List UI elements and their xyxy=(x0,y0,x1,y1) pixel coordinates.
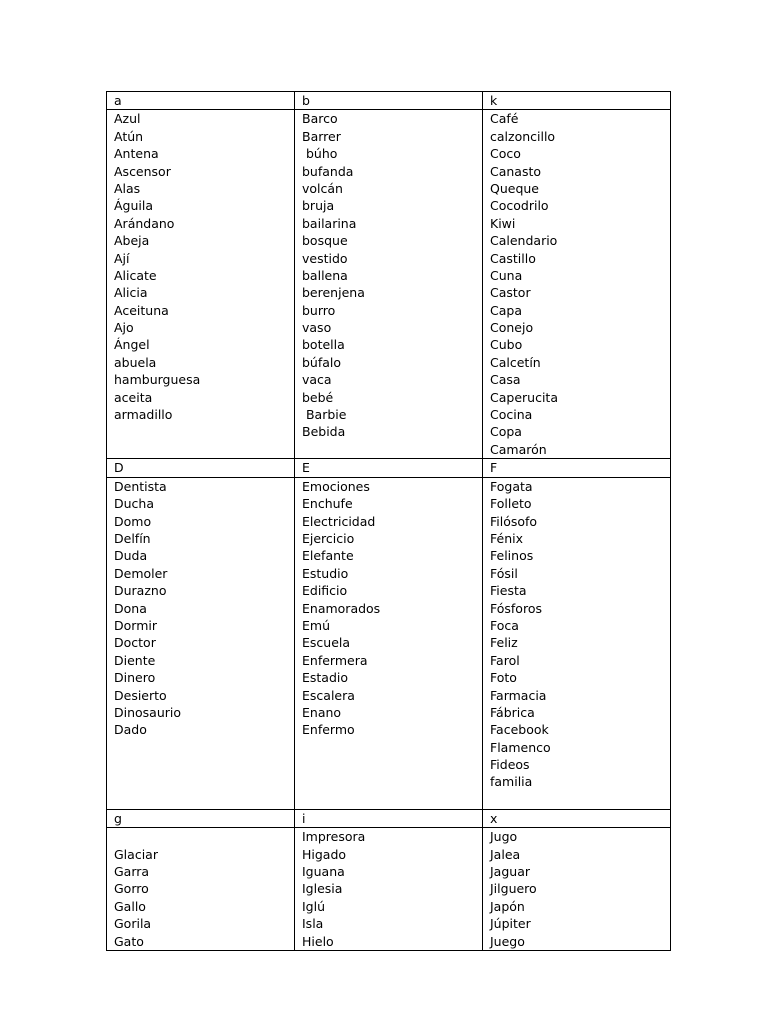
word-item: Camarón xyxy=(490,441,547,457)
header-cell: g xyxy=(107,809,295,827)
word-item: Duda xyxy=(114,548,148,564)
word-item: Coco xyxy=(490,146,521,162)
word-item: Iglú xyxy=(302,898,326,914)
word-item: Enfermera xyxy=(302,652,368,668)
word-item: Juego xyxy=(490,933,525,949)
table-header-row xyxy=(107,92,671,110)
word-item: Gato xyxy=(114,933,144,949)
word-item: Dinero xyxy=(114,670,156,686)
word-list-cell xyxy=(107,110,295,459)
word-item: búfalo xyxy=(302,354,342,370)
word-table xyxy=(106,91,671,951)
word-item: Dormir xyxy=(114,617,157,633)
header-cell: b xyxy=(295,92,483,110)
word-item: Electricidad xyxy=(302,513,376,529)
word-item: Fogata xyxy=(490,478,533,494)
word-item xyxy=(114,828,294,845)
word-item: Antena xyxy=(114,146,159,162)
word-item: Glaciar xyxy=(114,846,158,862)
word-item: Alicia xyxy=(114,285,148,301)
word-item: Cocina xyxy=(490,407,533,423)
word-item: bosque xyxy=(302,233,348,249)
header-cell: D xyxy=(107,459,295,477)
word-list-cell xyxy=(107,477,295,809)
word-item: Ascensor xyxy=(114,163,171,179)
word-item: búho xyxy=(302,146,338,162)
word-item: Hielo xyxy=(302,933,334,949)
word-item: Cubo xyxy=(490,337,523,353)
word-item: Cuna xyxy=(490,267,523,283)
word-list-cell xyxy=(483,110,671,459)
word-item: Ejercicio xyxy=(302,530,355,546)
word-item: Facebook xyxy=(490,722,549,738)
word-item: Atún xyxy=(114,128,144,144)
word-item: Calendario xyxy=(490,233,558,249)
header-cell: k xyxy=(483,92,671,110)
word-item: hamburguesa xyxy=(114,372,201,388)
table-header-row xyxy=(107,809,671,827)
word-item: calzoncillo xyxy=(490,128,556,144)
word-item: Folleto xyxy=(490,496,532,512)
word-item: volcán xyxy=(302,180,343,196)
word-item: Dinosaurio xyxy=(114,704,182,720)
word-item: Copa xyxy=(490,424,522,440)
word-item: Castor xyxy=(490,285,531,301)
word-item: Garra xyxy=(114,864,150,879)
word-item: Ducha xyxy=(114,496,155,512)
word-item: Fábrica xyxy=(490,704,535,720)
word-item: Jugo xyxy=(490,829,518,845)
word-item: Enano xyxy=(302,704,342,720)
word-item: Iglesia xyxy=(302,881,343,897)
word-item: Gorila xyxy=(114,916,152,932)
word-item: Barco xyxy=(302,111,338,127)
word-item: aceita xyxy=(114,389,153,405)
word-item: Felinos xyxy=(490,548,534,564)
word-item: Alicate xyxy=(114,267,157,283)
word-item: Dentista xyxy=(114,478,167,494)
word-item: Feliz xyxy=(490,635,518,651)
word-item: Fideos xyxy=(490,757,530,773)
word-item: Arándano xyxy=(114,215,175,231)
word-item: Fénix xyxy=(490,530,523,546)
header-cell: i xyxy=(295,809,483,827)
word-list-cell xyxy=(295,828,483,951)
word-item: Águila xyxy=(114,198,154,214)
word-item: Alas xyxy=(114,180,141,196)
word-item: Iguana xyxy=(302,864,345,879)
word-item: Farol xyxy=(490,652,520,668)
word-item: Fósforos xyxy=(490,600,542,616)
word-item: Bebida xyxy=(302,424,346,440)
word-item: bufanda xyxy=(302,163,354,179)
word-item: Dona xyxy=(114,600,147,616)
word-item: vaso xyxy=(302,320,332,336)
word-item: Júpiter xyxy=(490,916,531,932)
word-item: Kiwi xyxy=(490,215,516,231)
header-cell: E xyxy=(295,459,483,477)
word-item: Enfermo xyxy=(302,722,355,738)
word-item: burro xyxy=(302,302,336,318)
word-item: Ají xyxy=(114,250,130,266)
word-list-cell xyxy=(483,477,671,809)
word-item: Escalera xyxy=(302,687,355,703)
word-item: Diente xyxy=(114,652,156,668)
word-item: Jalea xyxy=(490,846,521,862)
word-item: Barrer xyxy=(302,128,341,144)
word-list-cell xyxy=(295,110,483,459)
header-cell: a xyxy=(107,92,295,110)
word-item: Delfín xyxy=(114,530,151,546)
word-item: Casa xyxy=(490,372,521,388)
word-item: Elefante xyxy=(302,548,354,564)
word-item: ballena xyxy=(302,267,348,283)
word-item: botella xyxy=(302,337,345,353)
word-item: Fósil xyxy=(490,565,518,581)
document-page xyxy=(106,91,670,951)
word-item: Gorro xyxy=(114,881,149,897)
word-item: Ajo xyxy=(114,320,134,336)
word-item: Domo xyxy=(114,513,152,529)
table-row xyxy=(107,828,671,951)
word-item: Dado xyxy=(114,722,147,738)
table-header-row xyxy=(107,459,671,477)
word-item: Caperucita xyxy=(490,389,558,405)
word-item: bebé xyxy=(302,389,334,405)
table-row xyxy=(107,477,671,809)
word-item: Aceituna xyxy=(114,302,169,318)
word-item: Enchufe xyxy=(302,496,353,512)
word-item: Jilguero xyxy=(490,881,537,897)
word-item: Estadio xyxy=(302,670,349,686)
table-row xyxy=(107,110,671,459)
word-item: berenjena xyxy=(302,285,365,301)
word-item: Emociones xyxy=(302,478,370,494)
word-item: Japón xyxy=(490,898,525,914)
word-item: Ángel xyxy=(114,337,150,353)
word-item: Isla xyxy=(302,916,324,932)
word-item: Cocodrilo xyxy=(490,198,549,214)
word-item: bailarina xyxy=(302,215,357,231)
word-item: Gallo xyxy=(114,898,146,914)
word-list-cell xyxy=(483,828,671,951)
word-item: Jaguar xyxy=(490,864,531,879)
word-item: Conejo xyxy=(490,320,534,336)
word-item: Higado xyxy=(302,846,347,862)
word-item: bruja xyxy=(302,198,335,214)
word-item: Enamorados xyxy=(302,600,381,616)
word-item: Demoler xyxy=(114,565,168,581)
word-item: Escuela xyxy=(302,635,351,651)
word-item: Filósofo xyxy=(490,513,538,529)
word-item: Impresora xyxy=(302,829,366,845)
word-item: Desierto xyxy=(114,687,167,703)
word-item: Estudio xyxy=(302,565,349,581)
word-item: abuela xyxy=(114,354,157,370)
word-item: Foto xyxy=(490,670,517,686)
word-item: Emú xyxy=(302,617,330,633)
word-item: armadillo xyxy=(114,407,173,423)
word-item: familia xyxy=(490,774,533,790)
word-item: Farmacia xyxy=(490,687,547,703)
word-item: Foca xyxy=(490,617,519,633)
word-item: Durazno xyxy=(114,583,167,599)
word-item: Edificio xyxy=(302,583,348,599)
word-item: vestido xyxy=(302,250,348,266)
word-item: Abeja xyxy=(114,233,150,249)
word-item: Café xyxy=(490,111,519,127)
word-item: Barbie xyxy=(302,407,347,423)
header-cell: x xyxy=(483,809,671,827)
header-cell: F xyxy=(483,459,671,477)
word-item: Queque xyxy=(490,180,539,196)
word-list-cell xyxy=(295,477,483,809)
word-item: vaca xyxy=(302,372,332,388)
word-list-cell xyxy=(107,828,295,951)
word-item: Azul xyxy=(114,111,141,127)
word-item: Fiesta xyxy=(490,583,527,599)
word-item: Flamenco xyxy=(490,739,551,755)
word-item: Calcetín xyxy=(490,354,541,370)
word-item: Canasto xyxy=(490,163,542,179)
word-item: Doctor xyxy=(114,635,156,651)
word-item: Castillo xyxy=(490,250,536,266)
word-item: Capa xyxy=(490,302,522,318)
